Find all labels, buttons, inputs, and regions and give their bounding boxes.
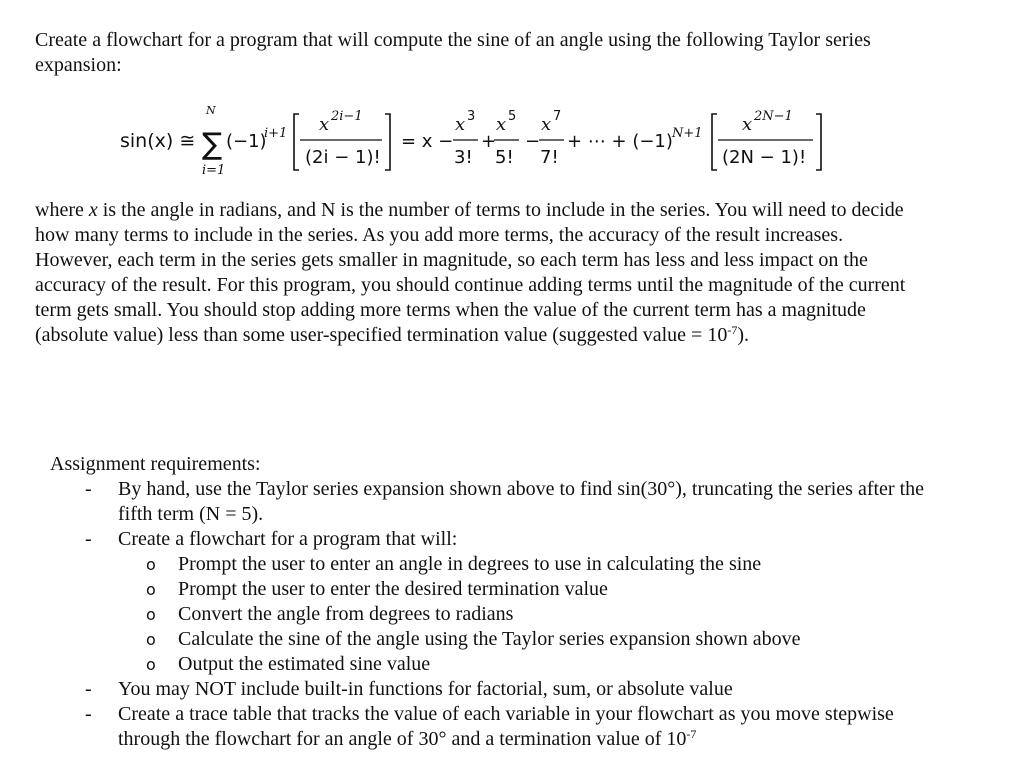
- right-bracket: [385, 114, 390, 170]
- trace-exponent: -7: [686, 727, 697, 741]
- dash-marker: -: [85, 528, 92, 550]
- dash-marker: -: [85, 703, 92, 725]
- flowchart-subitems-list: [118, 552, 950, 677]
- bullet-marker: o: [146, 605, 156, 624]
- description-before-x: where: [35, 199, 89, 221]
- subitem-text: Convert the angle from degrees to radians: [178, 603, 514, 625]
- term7-numerator-exponent: 7: [553, 109, 562, 124]
- term3-denominator: 3!: [454, 147, 473, 168]
- subitem-text: Calculate the sine of the angle using the Taylor series expansion shown above: [178, 628, 801, 650]
- sign-base: (−1): [226, 131, 267, 152]
- term3-numerator-exponent: 3: [467, 109, 476, 124]
- description-main-text: is the angle in radians, and N is the number of terms to include in the series. You will need to decide how many terms to include in the series. As you add more terms, the accuracy of the result increases. However, each term in the series gets smaller in magnitude, so each term has less and less impact on the accuracy of the result. For this program, you should continue adding terms until the magnitude of the current term gets small. You should stop adding more terms when the value of the current term has a magnitude (absolute value) less than some user-specified termination value (suggested value = 10: [35, 199, 906, 346]
- ellipsis-terms: + ⋯ + (−1): [567, 131, 673, 152]
- sum-lower-limit: i=1: [202, 163, 226, 178]
- plus-sign: +: [481, 131, 497, 152]
- term-denominator: (2i − 1)!: [305, 147, 381, 168]
- dash-marker: -: [85, 478, 92, 500]
- subitem-text: Prompt the user to enter the desired termination value: [178, 578, 608, 600]
- requirement-text: You may NOT include built-in functions for factorial, sum, or absolute value: [118, 678, 733, 700]
- requirement-no-builtins: [50, 677, 950, 702]
- term-numerator-exponent: 2i−1: [331, 109, 363, 124]
- description-x-variable: x: [88, 199, 98, 221]
- bullet-marker: o: [146, 555, 156, 574]
- subitem-text: Prompt the user to enter an angle in degrees to use in calculating the sine: [178, 553, 762, 575]
- requirement-flowchart: [50, 527, 950, 677]
- assignment-section: [50, 452, 950, 752]
- last-numerator-base: x: [742, 114, 753, 135]
- list-item: [118, 577, 950, 602]
- description-exponent: -7: [727, 323, 738, 337]
- sign-exponent: i+1: [264, 126, 288, 141]
- requirements-list: [50, 477, 950, 752]
- list-item: [118, 552, 950, 577]
- term7-numerator-base: x: [541, 114, 552, 135]
- bullet-marker: o: [146, 580, 156, 599]
- bullet-marker: o: [146, 655, 156, 674]
- formula-svg: [120, 98, 840, 180]
- requirement-text: Create a flowchart for a program that will:: [118, 528, 458, 550]
- list-item: [118, 627, 950, 652]
- description-end: ).: [737, 324, 750, 346]
- requirement-hand-calculation: [50, 477, 950, 527]
- term3-numerator-base: x: [455, 114, 466, 135]
- term5-denominator: 5!: [495, 147, 514, 168]
- assignment-heading: Assignment requirements:: [50, 453, 261, 475]
- last-right-bracket: [816, 114, 821, 170]
- term5-numerator-base: x: [496, 114, 507, 135]
- last-sign-exponent: N+1: [672, 126, 703, 141]
- term7-denominator: 7!: [540, 147, 559, 168]
- term-numerator-base: x: [319, 114, 330, 135]
- requirement-trace-table: [50, 702, 950, 752]
- requirement-text: Create a trace table that tracks the value of each variable in your flowchart as you move stepwise through the flowchart for an angle of 30° and a termination value of 10: [118, 703, 894, 750]
- minus-sign: −: [525, 131, 541, 152]
- subitem-text: Output the estimated sine value: [178, 653, 431, 675]
- equals-x-minus: = x −: [401, 131, 454, 152]
- bullet-marker: o: [146, 630, 156, 649]
- taylor-series-formula: [120, 98, 840, 180]
- intro-paragraph: Create a flowchart for a program that will compute the sine of an angle using the following Taylor series expansion:: [35, 29, 871, 76]
- sum-upper-limit: N: [206, 104, 216, 117]
- description-paragraph: [35, 198, 910, 348]
- list-item: [118, 602, 950, 627]
- last-numerator-exponent: 2N−1: [754, 109, 793, 124]
- term5-numerator-exponent: 5: [508, 109, 517, 124]
- dash-marker: -: [85, 678, 92, 700]
- list-item: [118, 652, 950, 677]
- last-left-bracket: [712, 114, 717, 170]
- formula-lhs: sin(x) ≅: [120, 130, 196, 152]
- requirement-text: By hand, use the Taylor series expansion shown above to find sin(30°), truncating the series after the fifth term (N = 5).: [118, 478, 925, 525]
- left-bracket: [294, 114, 299, 170]
- last-denominator: (2N − 1)!: [722, 147, 807, 168]
- sigma-symbol: ∑: [202, 127, 223, 162]
